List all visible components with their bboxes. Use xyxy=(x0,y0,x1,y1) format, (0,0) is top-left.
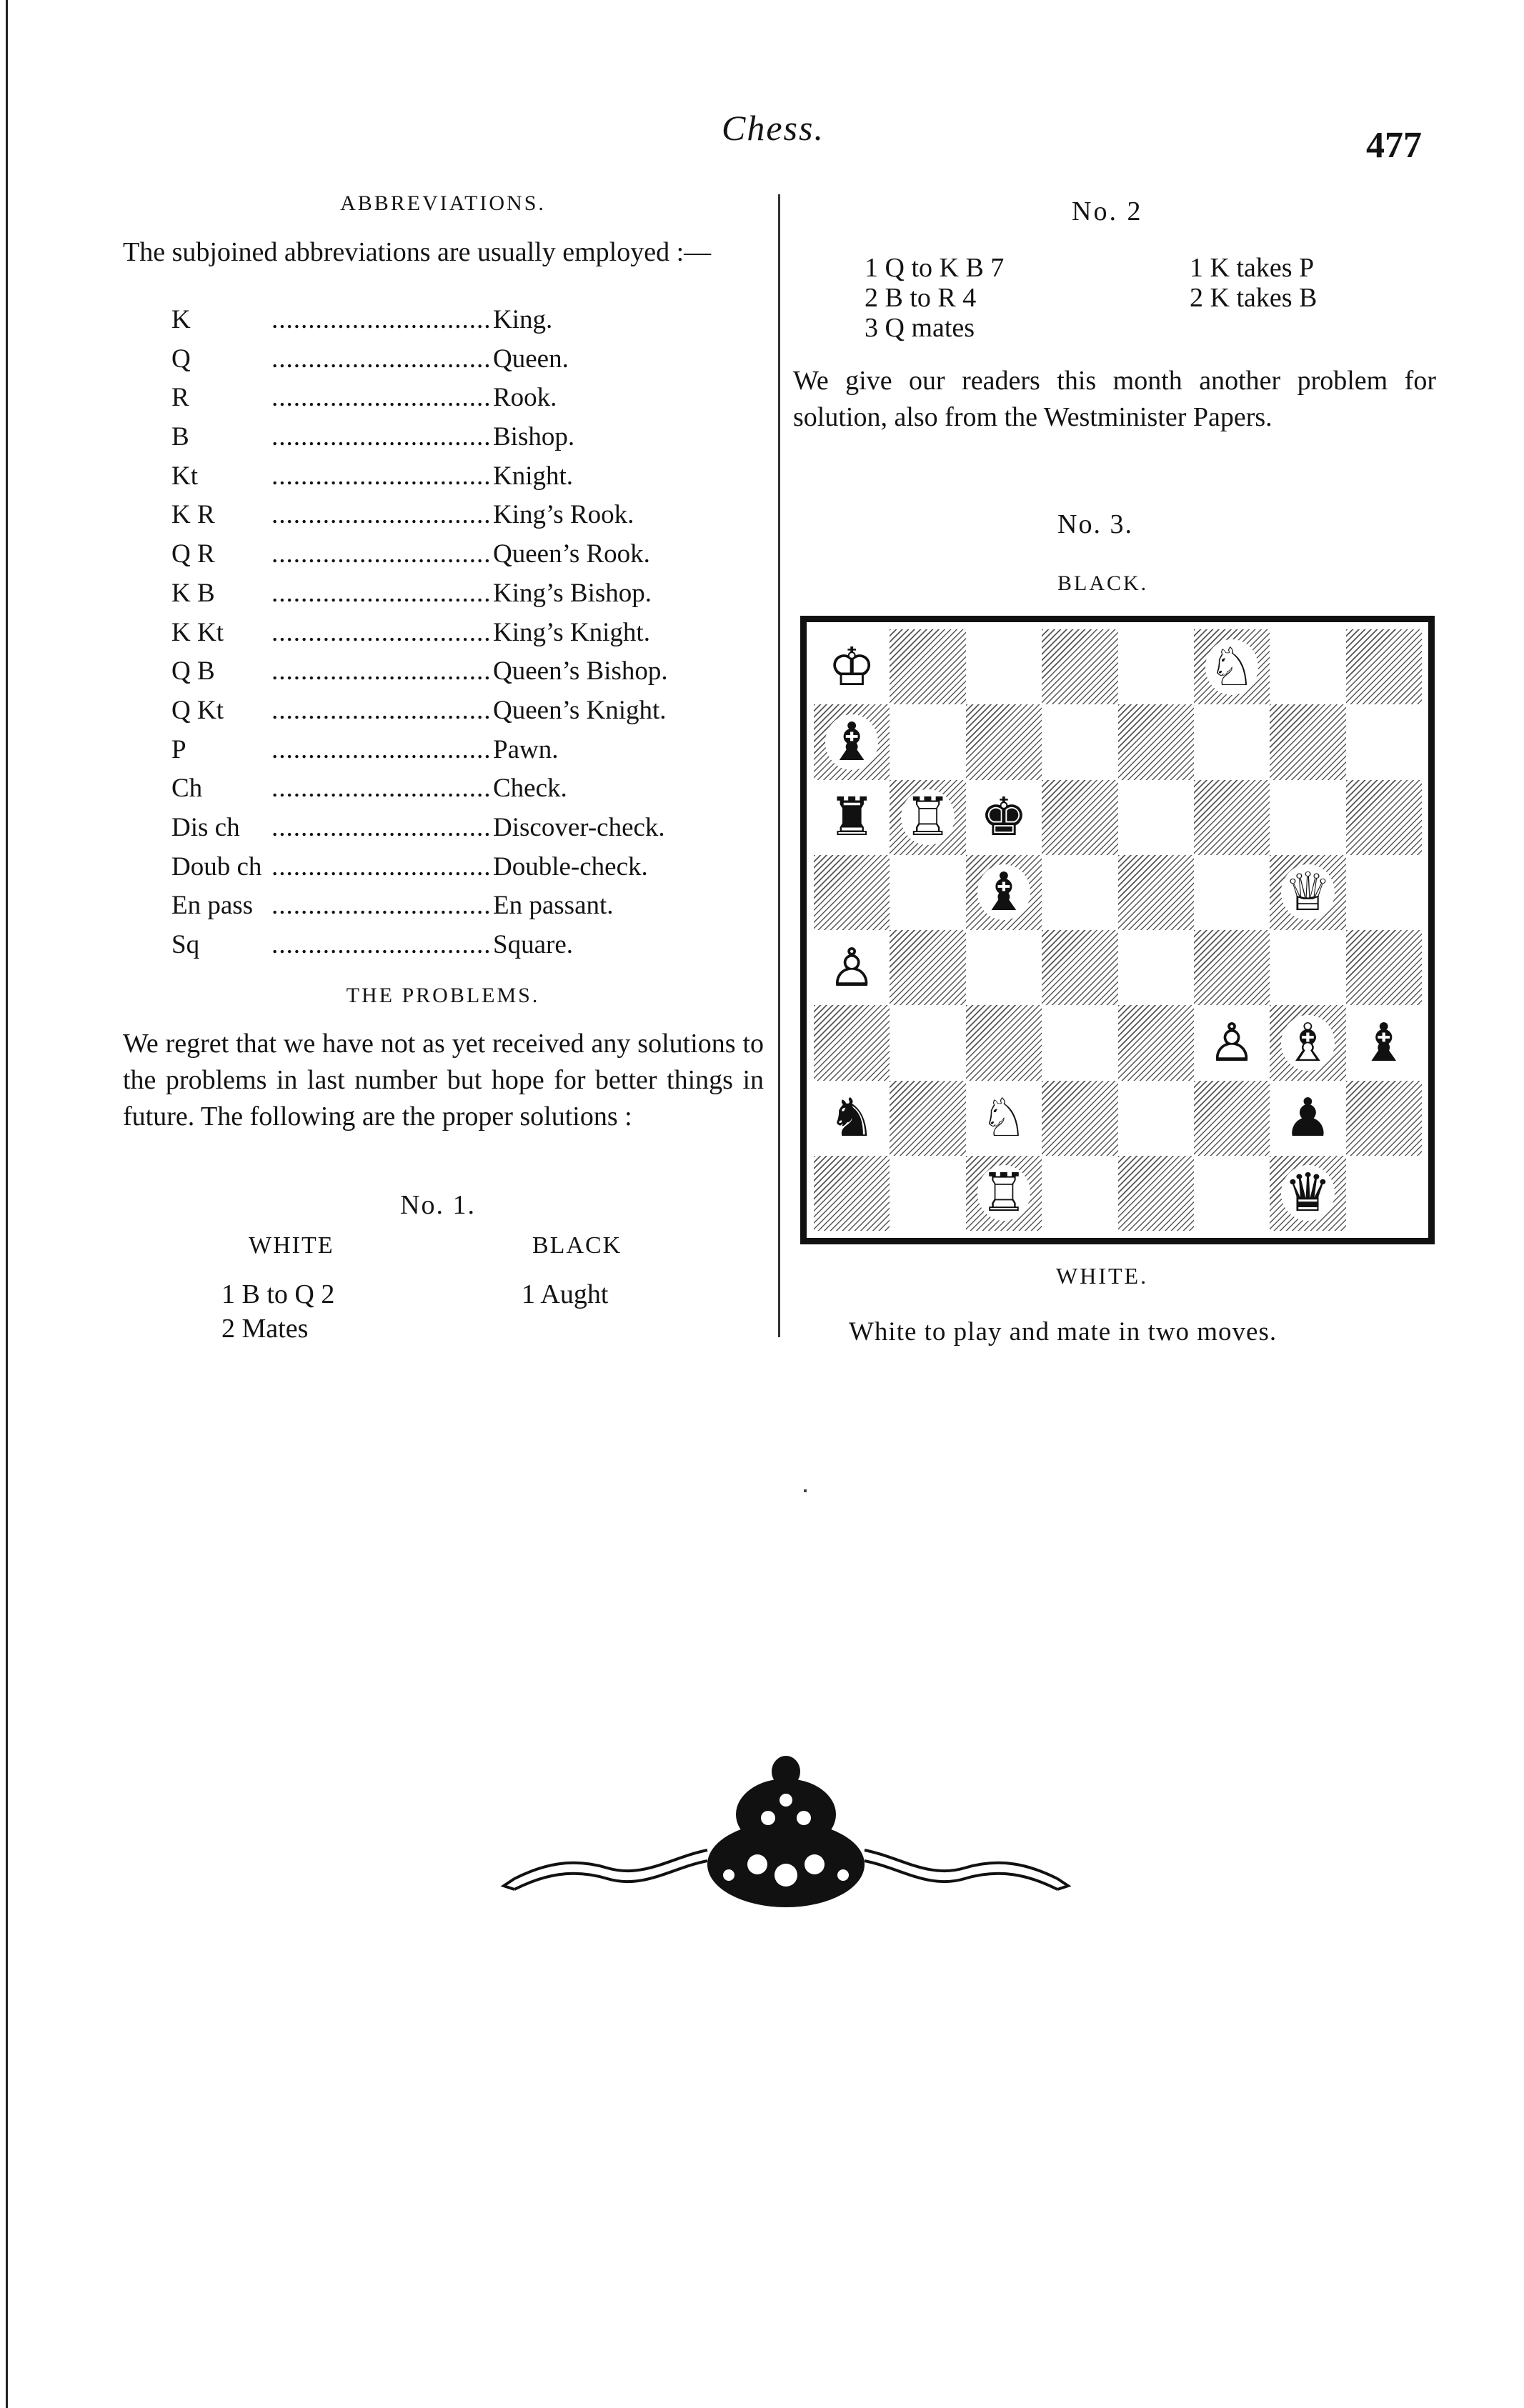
board-square xyxy=(1118,1005,1194,1080)
board-square xyxy=(1194,780,1270,855)
chess-piece: ♜ xyxy=(825,789,878,845)
problem-1-black-heading: BLACK xyxy=(532,1232,622,1259)
chess-piece: ♞ xyxy=(825,1090,878,1146)
problems-text: We regret that we have not as yet received any solutions to the problems in last number but hope for better things in future. The following are the proper solutions : xyxy=(123,1029,764,1131)
abbreviation-value: Square. xyxy=(493,930,573,959)
board-square xyxy=(966,1005,1042,1080)
abbreviation-key: R xyxy=(171,383,189,413)
abbreviation-value: Queen. xyxy=(493,344,569,374)
abbreviation-row xyxy=(171,734,757,774)
leader-dots xyxy=(272,890,493,921)
chess-piece: ♖ xyxy=(977,1165,1030,1221)
abbreviation-key: Sq xyxy=(171,930,200,959)
board-square xyxy=(1118,780,1194,855)
chess-piece: ♛ xyxy=(1281,1165,1334,1221)
board-square xyxy=(1118,704,1194,779)
abbreviation-key: K R xyxy=(171,500,215,530)
problem-3-caption: White to play and mate in two moves. xyxy=(849,1317,1278,1347)
abbreviation-row xyxy=(171,539,757,578)
board-square xyxy=(890,1081,965,1156)
board-square xyxy=(1194,855,1270,930)
abbreviation-value: King. xyxy=(493,305,553,334)
board-square xyxy=(966,930,1042,1005)
board-square xyxy=(1346,1081,1422,1156)
abbreviation-value: King’s Knight. xyxy=(493,617,650,647)
abbreviation-row xyxy=(171,382,757,421)
problem-2-black-move: 2 K takes B xyxy=(1190,283,1318,313)
abbreviation-key: P xyxy=(171,734,186,764)
board-square xyxy=(966,704,1042,779)
board-square xyxy=(1270,1156,1345,1231)
leader-dots xyxy=(272,382,493,413)
abbreviation-value: Queen’s Knight. xyxy=(493,695,667,725)
abbreviation-key: En pass xyxy=(171,891,254,921)
abbreviations-heading: ABBREVIATIONS. xyxy=(340,191,546,215)
board-square xyxy=(1270,780,1345,855)
problem-1-white-move: 2 Mates xyxy=(221,1314,309,1344)
problem-1-white-move: 1 B to Q 2 xyxy=(221,1279,335,1309)
abbreviation-row xyxy=(171,695,757,734)
board-square xyxy=(966,855,1042,930)
problem-2-white-move: 1 Q to K B 7 xyxy=(865,253,1005,283)
page-edge-rule xyxy=(6,0,8,2408)
board-square xyxy=(890,629,965,704)
abbreviation-row xyxy=(171,656,757,695)
chess-board xyxy=(800,616,1435,1244)
abbreviation-value: Double-check. xyxy=(493,851,648,881)
board-black-label: BLACK. xyxy=(1057,571,1149,595)
board-square xyxy=(814,1081,890,1156)
board-square xyxy=(1346,704,1422,779)
floral-ribbon-ornament xyxy=(500,1750,1072,1936)
chess-piece: ♗ xyxy=(1281,1015,1334,1071)
abbreviation-row xyxy=(171,578,757,617)
print-speck xyxy=(804,1489,807,1492)
board-square xyxy=(814,704,890,779)
chess-piece: ♝ xyxy=(1358,1015,1410,1071)
problems-heading: THE PROBLEMS. xyxy=(346,984,540,1007)
problem-2-black-move: 1 K takes P xyxy=(1190,253,1315,283)
leader-dots xyxy=(272,344,493,374)
board-square xyxy=(890,855,965,930)
leader-dots xyxy=(272,304,493,335)
board-square xyxy=(1270,930,1345,1005)
abbreviation-value: Check. xyxy=(493,774,567,804)
problem-3-title: No. 3. xyxy=(1057,509,1133,539)
problem-1-black-move: 1 Aught xyxy=(522,1279,609,1309)
problem-3-intro: We give our readers this month another problem for solution, also from the Westminister Papers. xyxy=(793,366,1436,432)
abbreviation-key: B xyxy=(171,422,189,452)
abbreviation-value: Rook. xyxy=(493,383,557,413)
board-square xyxy=(1346,855,1422,930)
board-square xyxy=(1194,930,1270,1005)
abbreviation-key: Ch xyxy=(171,774,203,804)
abbreviation-value: Queen’s Rook. xyxy=(493,539,650,569)
board-square xyxy=(1118,1156,1194,1231)
abbreviation-key: K Kt xyxy=(171,617,224,647)
abbreviation-row xyxy=(171,617,757,656)
problem-2-white-move: 3 Q mates xyxy=(865,313,975,343)
board-square xyxy=(890,1005,965,1080)
board-square xyxy=(1042,1005,1117,1080)
board-square xyxy=(1270,629,1345,704)
board-square xyxy=(1346,930,1422,1005)
abbreviation-row xyxy=(171,929,757,969)
board-square xyxy=(966,1156,1042,1231)
abbreviation-value: King’s Bishop. xyxy=(493,578,652,608)
board-square xyxy=(1270,1081,1345,1156)
board-square xyxy=(1346,629,1422,704)
problem-1-white-heading: WHITE xyxy=(249,1232,334,1259)
chess-piece: ♖ xyxy=(901,789,954,845)
board-square xyxy=(1042,780,1117,855)
board-square xyxy=(1042,1081,1117,1156)
board-square xyxy=(1194,1081,1270,1156)
leader-dots xyxy=(272,929,493,960)
board-square xyxy=(890,930,965,1005)
abbreviation-row xyxy=(171,890,757,929)
abbreviation-key: Q Kt xyxy=(171,695,224,725)
problem-2-title: No. 2 xyxy=(1072,196,1143,226)
board-square xyxy=(1118,629,1194,704)
board-square xyxy=(814,780,890,855)
abbreviation-value: Knight. xyxy=(493,461,574,491)
board-square xyxy=(966,780,1042,855)
chess-piece: ♘ xyxy=(977,1090,1030,1146)
chess-piece: ♝ xyxy=(825,714,878,770)
problem-2-white-move: 2 B to R 4 xyxy=(865,283,977,313)
board-square xyxy=(966,1081,1042,1156)
board-square xyxy=(1346,780,1422,855)
abbreviation-row xyxy=(171,344,757,383)
abbreviation-key: Dis ch xyxy=(171,812,240,842)
board-white-label: WHITE. xyxy=(1056,1263,1149,1289)
leader-dots xyxy=(272,734,493,765)
board-square xyxy=(1042,930,1117,1005)
column-divider xyxy=(778,194,780,1337)
running-head: Chess. xyxy=(722,108,825,148)
board-square xyxy=(1270,855,1345,930)
board-square xyxy=(1118,930,1194,1005)
leader-dots xyxy=(272,773,493,804)
board-square xyxy=(1270,704,1345,779)
board-square xyxy=(814,1156,890,1231)
board-square xyxy=(814,930,890,1005)
abbreviation-value: King’s Rook. xyxy=(493,500,634,530)
chess-piece: ♝ xyxy=(977,864,1030,920)
leader-dots xyxy=(272,461,493,491)
abbreviation-key: Q B xyxy=(171,656,215,686)
board-square xyxy=(1042,855,1117,930)
board-square xyxy=(1270,1005,1345,1080)
abbreviation-key: K B xyxy=(171,578,215,608)
board-square xyxy=(890,780,965,855)
abbreviation-row xyxy=(171,851,757,891)
page-number: 477 xyxy=(1366,125,1422,166)
abbreviation-value: Bishop. xyxy=(493,422,575,452)
abbreviation-key: Kt xyxy=(171,461,198,491)
board-square xyxy=(890,704,965,779)
chess-piece: ♙ xyxy=(1205,1015,1258,1071)
board-square xyxy=(890,1156,965,1231)
abbreviations-list xyxy=(171,304,757,969)
board-square xyxy=(1118,1081,1194,1156)
board-square xyxy=(966,629,1042,704)
abbreviation-row xyxy=(171,421,757,461)
abbreviation-key: Q R xyxy=(171,539,215,569)
abbreviation-value: Pawn. xyxy=(493,734,559,764)
chess-piece: ♕ xyxy=(1281,864,1334,920)
board-square xyxy=(1118,855,1194,930)
board-square xyxy=(1194,1156,1270,1231)
chess-piece: ♔ xyxy=(825,639,878,695)
leader-dots xyxy=(272,499,493,530)
abbreviation-value: Discover-check. xyxy=(493,812,665,842)
leader-dots xyxy=(272,617,493,648)
abbreviation-row xyxy=(171,304,757,344)
leader-dots xyxy=(272,578,493,609)
abbreviation-row xyxy=(171,499,757,539)
leader-dots xyxy=(272,539,493,569)
chess-piece: ♘ xyxy=(1205,639,1258,695)
board-square xyxy=(1042,704,1117,779)
abbreviation-row xyxy=(171,812,757,851)
leader-dots xyxy=(272,851,493,882)
board-square xyxy=(1194,629,1270,704)
problem-1-title: No. 1. xyxy=(400,1190,476,1220)
leader-dots xyxy=(272,695,493,726)
abbreviations-intro: The subjoined abbreviations are usually employed :— xyxy=(123,237,712,267)
board-square xyxy=(1346,1005,1422,1080)
board-square xyxy=(814,629,890,704)
leader-dots xyxy=(272,656,493,686)
abbreviation-key: Doub ch xyxy=(171,851,262,881)
chess-piece: ♚ xyxy=(977,789,1030,845)
board-square xyxy=(1346,1156,1422,1231)
board-square xyxy=(1194,704,1270,779)
abbreviation-key: K xyxy=(171,305,191,334)
leader-dots xyxy=(272,812,493,843)
board-square xyxy=(1042,1156,1117,1231)
board-square xyxy=(814,1005,890,1080)
board-square xyxy=(814,855,890,930)
leader-dots xyxy=(272,421,493,452)
abbreviation-key: Q xyxy=(171,344,191,374)
chess-piece: ♟ xyxy=(1281,1090,1334,1146)
abbreviation-row xyxy=(171,773,757,812)
board-square xyxy=(1042,629,1117,704)
board-square xyxy=(1194,1005,1270,1080)
abbreviation-row xyxy=(171,461,757,500)
chess-board-grid xyxy=(814,629,1422,1231)
chess-piece: ♙ xyxy=(825,940,878,996)
abbreviation-value: En passant. xyxy=(493,891,614,921)
abbreviation-value: Queen’s Bishop. xyxy=(493,656,668,686)
